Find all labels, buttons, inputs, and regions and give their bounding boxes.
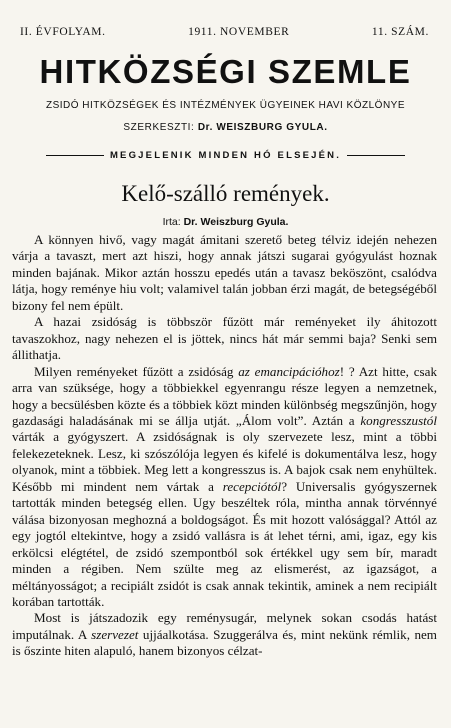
- byline-author: Dr. Weiszburg Gyula.: [183, 216, 289, 228]
- notice-text: MEGJELENIK MINDEN HÓ ELSEJÉN.: [109, 150, 342, 161]
- masthead: HITKÖZSÉGI SZEMLE: [39, 53, 412, 90]
- paragraph-4-text-c: ujjáalkotása. Szuggerálva és, mint nekünk rémlik, nem is őszinte hiten alapuló, hanem bizonyos célzat-: [12, 626, 437, 659]
- issue-line: [20, 26, 429, 38]
- paragraph-2: A hazai zsidóság is többször fűzött már reményeket ily áhitozott tavaszokhoz, nagy nehezen el is jöttek, nincs hát már semmi baja? Senki sem állithatja.: [12, 314, 437, 363]
- editor-label: SZERKESZTI:: [123, 122, 195, 133]
- issue-number: 11. SZÁM.: [371, 26, 429, 38]
- paragraph-3-text-g: ? Universalis gyógyszernek tartották minden betegség ellen. Ugy beszéltek róla, mintha annak törvénnyé válása bizonyosan meghozná a boldogságot. És mit hozott valósággal? Attól az egy jogtól eltekintve, hogy a zsidó vallásra is át lehet térni, ami, igaz, egy kis erkölcsi elégtétel, de zsidó szempontból sok értékkel ugy sem bír, maradt minden a régiben. Nem szülte meg az elismerést, az igazságot, a méltányosságot; a recipiált zsidót is csak annak tekintik, aminek a nem recipiált korában tartották.: [12, 478, 438, 609]
- article-body: [12, 232, 437, 660]
- paragraph-4: [12, 610, 437, 659]
- paragraph-3-text-a: Milyen reményeket fűzött a zsidóság: [34, 363, 239, 379]
- publication-notice: [46, 150, 405, 161]
- editor-name: Dr. WEISZBURG GYULA.: [197, 122, 328, 133]
- emphasis-organization: szervezet: [91, 626, 139, 642]
- emphasis-emancipation: az emancipációhoz: [238, 363, 340, 379]
- paragraph-4-text-a: Most is játszadozik egy reménysugár, melynek sokan csodás hatást imputálnak. A: [12, 610, 437, 642]
- emphasis-reception: recepciótól: [222, 478, 282, 494]
- paragraph-1: A könnyen hivő, vagy magát ámitani szerető beteg télviz idején nehezen várja a tavaszt, mert azt hiszi, hogy annak játszi sugarai gyógyulást hoznak minden bajának. Mikor aztán hosszu epedés után a tavasz beköszönt, csalódva látja, hogy reménye hiu volt; valamivel talán jobban érzi magát, de betegségéből bizony fel nem épült.: [12, 232, 437, 313]
- issue-date: 1911. NOVEMBER: [188, 26, 290, 38]
- notice-rule-left: [46, 155, 104, 156]
- notice-rule-right: [347, 155, 405, 156]
- article-byline: [0, 216, 451, 228]
- paragraph-3: [12, 364, 437, 611]
- article-title: Kelő-szálló remények.: [121, 181, 330, 206]
- paragraph-3-text-e: várták a gyógyszert. A zsidóságnak is oly szervezete lesz, mint a többi felekezeteknek. Lesz, ki szószólója legyen és kifelé is dokumentálva lesz, hogy olyanok, mint a többiek. Meg lett a kongresszus is. A bajok csak nem enyhültek. Később mi mindent nem vártak a: [12, 429, 437, 494]
- volume-number: II. ÉVFOLYAM.: [20, 26, 106, 38]
- paragraph-3-text-c: ! ? Azt hitte, csak arra van szüksége, hogy a többiekkel egyenrangu része legyen a nemzetnek, hogy a becsülésben közte és a többiek közt minden különbség megszűnjön, hogy gazdasági haladásának mi se állja utját. „Álom volt”. Aztán a: [12, 363, 437, 428]
- emphasis-congress: kongresszustól: [360, 412, 437, 428]
- masthead-subtitle: ZSIDÓ HITKÖZSÉGEK ÉS INTÉZMÉNYEK ÜGYEINEK HAVI KÖZLÖNYE: [45, 100, 406, 111]
- byline-label: Irta:: [162, 216, 181, 228]
- editor-line: [0, 122, 451, 134]
